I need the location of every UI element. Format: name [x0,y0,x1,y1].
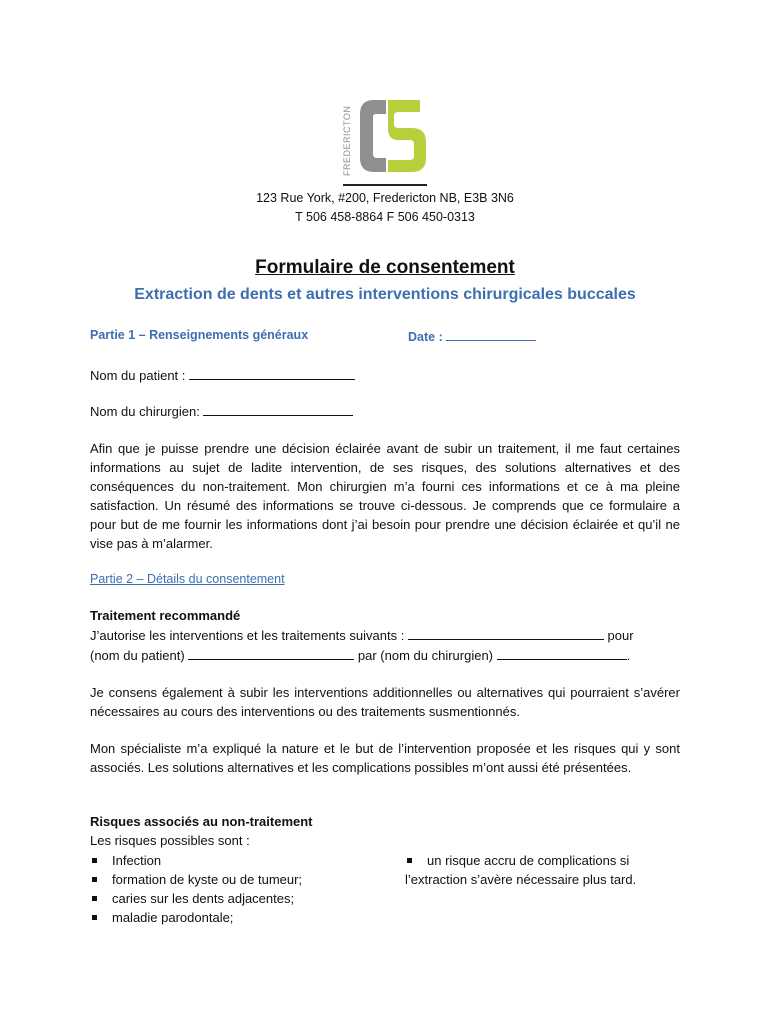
specialist-paragraph: Mon spécialiste m’a expliqué la nature et le but de l’intervention proposée et les risques qui y sont associés. Les solutions alternatives et les complications possibles m’ont aussi été présentées. [90,741,680,775]
surgeon-paren-blank[interactable] [497,647,627,660]
logo-o-shape [360,100,386,172]
treatment-heading: Traitement recommandé [90,608,241,623]
risk-label: caries sur les dents adjacentes; [112,891,295,906]
surgeon-name-label: Nom du chirurgien: [90,404,204,419]
phone-fax-line: T 506 458-8864 F 506 450-0313 [295,210,475,224]
date-field[interactable] [408,328,536,344]
risk-label: un risque accru de complications si [427,853,630,868]
patient-paren-label: (nom du patient) [90,648,189,663]
patient-surgeon-line [90,647,630,663]
logo-graphic [338,96,438,186]
pour-text: pour [603,628,634,643]
authorize-text: J’autorise les interventions et les traitements suivants : [90,628,408,643]
logo-divider [343,184,427,186]
clinic-logo [338,96,438,186]
patient-name-blank[interactable] [189,367,355,380]
risk-label: maladie parodontale; [112,910,234,925]
form-subtitle: Extraction de dents et autres interventions chirurgicales buccales [134,286,636,303]
bullet-icon [92,915,97,920]
bullet-icon [92,877,97,882]
part1-heading: Partie 1 – Renseignements généraux [90,328,309,342]
risk-label: Infection [112,853,162,868]
surgeon-name-blank[interactable] [203,403,353,416]
patient-name-field[interactable] [90,367,355,383]
form-title: Formulaire de consentement [255,257,515,278]
logo-s-shape [388,100,426,172]
patient-paren-blank[interactable] [188,647,354,660]
bullet-icon [92,858,97,863]
address-line: 123 Rue York, #200, Fredericton NB, E3B 3N6 [256,191,514,205]
additional-consent-paragraph: Je consens également à subir les interventions additionnelles ou alternatives qui pourraient s’avérer nécessaires au cours des interventions ou des traitements susmentionnés. [90,685,680,719]
treatments-blank[interactable] [408,627,604,640]
logo-side-text: FREDERICTON [342,105,352,176]
date-label: Date : [408,330,447,344]
date-blank[interactable] [446,328,536,341]
list-item [90,870,302,889]
risks-heading: Risques associés au non-traitement [90,814,313,829]
list-item [90,908,302,927]
list-item [405,851,629,870]
period: . [626,648,631,663]
risks-list-left [90,851,302,927]
risk-label: formation de kyste ou de tumeur; [112,872,303,887]
risk-continuation: l’extraction s’avère nécessaire plus tard. [405,872,637,887]
surgeon-name-field[interactable] [90,403,353,419]
bullet-icon [92,896,97,901]
risks-intro: Les risques possibles sont : [90,833,250,848]
authorize-line [90,627,634,643]
part2-heading: Partie 2 – Détails du consentement [90,572,285,586]
risks-list-right [405,851,629,870]
par-surgeon-label: par (nom du chirurgien) [354,648,497,663]
list-item [90,889,302,908]
list-item [90,851,302,870]
intro-paragraph: Afin que je puisse prendre une décision éclairée avant de subir un traitement, il me faut certaines informations au sujet de ladite intervention, de ses risques, des solutions alternatives et des conséquences du non-traitement. Mon chirurgien m’a fourni ces informations et ce à ma pleine satisfaction. Un résumé des informations se trouve ci-dessous. Je comprends que ce formulaire a pour but de me fournir les informations dont j’ai besoin pour prendre une décision éclairée et qu’il ne vise pas à m’alarmer. [90,441,680,551]
bullet-icon [407,858,412,863]
patient-name-label: Nom du patient : [90,368,189,383]
